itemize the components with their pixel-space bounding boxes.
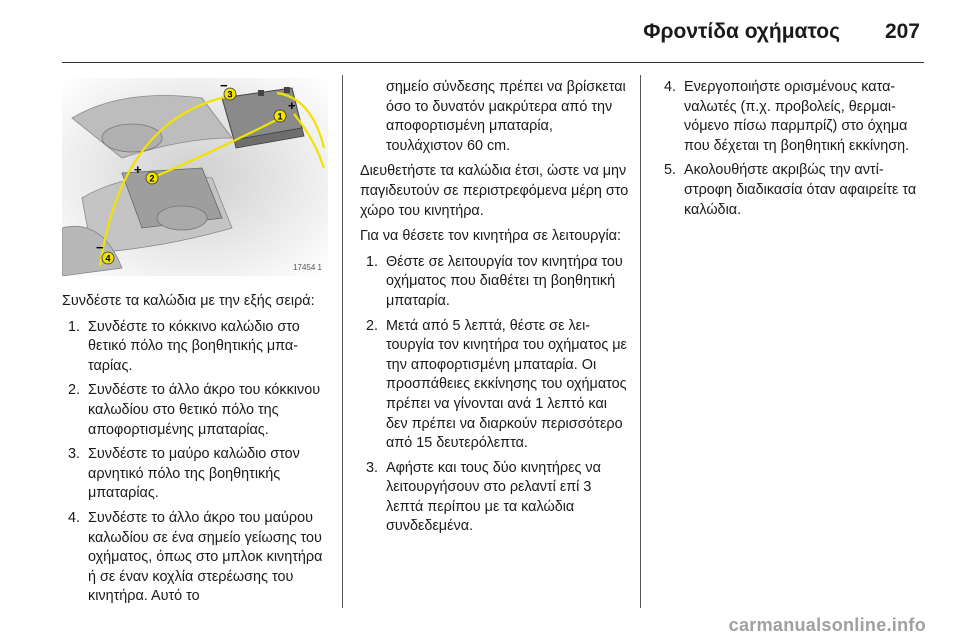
start-steps — [360, 253, 630, 537]
page-title: Φροντίδα οχήματος — [643, 20, 840, 43]
watermark: carmanualsonline.info — [728, 615, 926, 635]
page-number: 207 — [884, 20, 920, 43]
plus-sign: + — [134, 162, 142, 177]
continued-text: σημείο σύνδεσης πρέπει να βρίσκεται όσο το δυνατόν μακρύτερα από την αποφορτισμένη μπαταρία, τουλάχιστον 60 cm. — [386, 79, 626, 154]
callout-4 — [102, 252, 114, 264]
column-2 — [360, 78, 630, 542]
callout-1 — [274, 110, 286, 122]
list-item: 5. Ακολουθήστε ακριβώς την αντίστροφη διαδικασία όταν αφαιρείτε τα καλώδια. — [664, 162, 917, 218]
column-divider — [640, 75, 641, 608]
svg-text:2: 2 — [149, 173, 155, 184]
paragraph: Διευθετήστε τα καλώδια έτσι, ώστε να μην παγιδευτούν σε περιστρεφόμενα μέρη στο χώρο του κινητήρα. — [360, 163, 629, 219]
engine-bay-drawing — [62, 78, 328, 276]
list-item: 2. Μετά από 5 λεπτά, θέστε σε λειτουργία τον κινητήρα του οχήματος με την αποφορτισμένη μπαταρία. Οι προσπάθειες εκκίνησης του οχήματος πρέπει να γίνονται ανά 1 λεπτό και δεν πρέπει να διαρκούν περισσότερο από 15 δευτερόλεπτα. — [366, 317, 627, 452]
column-divider — [342, 75, 343, 608]
connection-steps — [62, 318, 330, 607]
svg-text:3: 3 — [227, 89, 233, 100]
page-header — [0, 0, 960, 60]
list-item: 1. Θέστε σε λειτουργία τον κινητήρα του οχήματος που διαθέτει τη βοηθητική μπαταρία. — [366, 253, 623, 309]
svg-text:1: 1 — [277, 111, 283, 122]
column-3 — [658, 78, 926, 225]
callout-2 — [146, 172, 158, 184]
column-1 — [62, 292, 330, 612]
list-item: 2. Συνδέστε το άλλο άκρο του κόκκινου καλωδίου στο θετικό πόλο της αποφορτισμένης μπαταρίας. — [68, 382, 321, 438]
list-item: 4. Ενεργοποιήστε ορισμένους καταναλωτές (π.χ. προβολείς, θερμαινόμενο πίσω παρμπρίζ) στο όχημα που δέχεται τη βοηθητική εκκίνηση. — [664, 79, 910, 154]
list-item: 1. Συνδέστε το κόκκινο καλώδιο στο θετικό πόλο της βοηθητικής μπαταρίας. — [68, 318, 300, 374]
figure-code: 17454 1 — [293, 263, 322, 272]
minus-sign: − — [96, 240, 104, 255]
svg-text:4: 4 — [105, 253, 111, 264]
header-rule — [62, 62, 924, 63]
final-steps — [658, 78, 926, 220]
list-item: 3. Συνδέστε το μαύρο καλώδιο στον αρνητικό πόλο της βοηθητικής μπαταρίας. — [68, 446, 300, 502]
paragraph: Για να θέσετε τον κινητήρα σε λειτουργία: — [360, 228, 621, 245]
minus-sign: − — [220, 78, 228, 93]
intro-text: Συνδέστε τα καλώδια με την εξής σειρά: — [62, 293, 315, 309]
list-item: 3. Αφήστε και τους δύο κινητήρες να λειτουργήσουν στο ρελαντί επί 3 λεπτά περίπου με τα καλώδια συνδεδεμένα. — [366, 459, 601, 535]
plus-sign: + — [288, 98, 296, 113]
jump-start-illustration — [62, 78, 328, 276]
list-item: 4. Συνδέστε το άλλο άκρο του μαύρου καλωδίου σε ένα σημείο γείωσης του οχήματος, όπως στο μπλοκ κινητήρα ή σε έναν κοχλία στερέωσης του κινητήρα. Αυτό το — [68, 509, 323, 605]
